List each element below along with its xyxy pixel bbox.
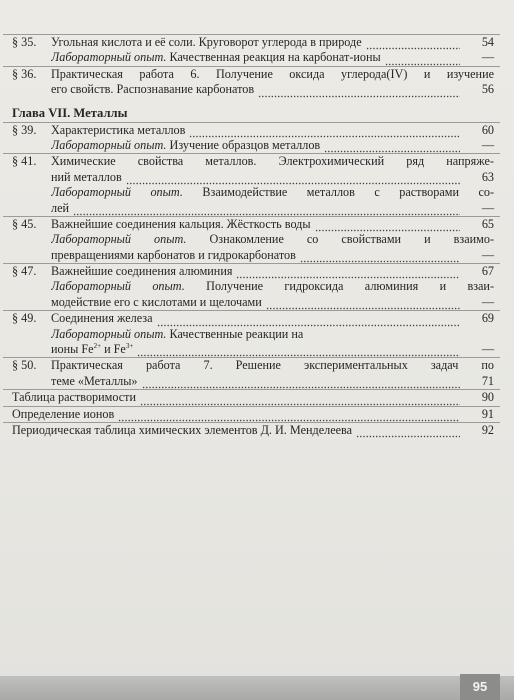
line-text: его свойств. Распознавание карбонатов — [51, 82, 255, 97]
line-text: ионы Fe — [51, 342, 94, 357]
toc-divider — [3, 406, 500, 407]
toc-line — [0, 248, 494, 263]
toc-line-text — [51, 67, 494, 82]
toc-line — [0, 138, 494, 153]
dot-leader — [366, 40, 460, 50]
section-number: § 36. — [12, 66, 37, 81]
toc-line — [0, 342, 494, 357]
dot-leader — [385, 56, 460, 66]
chapter-heading: Глава VII. Металлы — [12, 105, 128, 120]
toc-section — [0, 35, 514, 66]
line-text: Взаимодействие металлов с растворами со- — [202, 185, 494, 200]
dot-leader — [324, 143, 460, 153]
lab-experiment-label: Лабораторный опыт. — [51, 50, 167, 65]
toc-page-number: 60 — [481, 122, 494, 137]
toc-line-text — [51, 185, 494, 200]
charge-superscript: 2+ — [93, 342, 102, 351]
toc-line-text — [51, 82, 254, 97]
dot-leader — [157, 317, 460, 327]
toc-line — [0, 217, 494, 232]
dot-leader — [356, 428, 460, 438]
section-number: § 47. — [12, 264, 37, 279]
dot-leader — [300, 253, 460, 263]
section-number: § 41. — [12, 154, 37, 169]
section-number: § 50. — [12, 358, 37, 373]
toc-entry — [0, 390, 494, 405]
dot-leader — [137, 347, 460, 357]
toc-line-text — [51, 264, 232, 279]
dot-leader — [266, 300, 460, 310]
toc-line-text — [51, 50, 381, 65]
dot-leader — [142, 379, 460, 389]
toc-page-number: 69 — [481, 311, 494, 326]
dot-leader — [140, 396, 460, 406]
toc-entry — [0, 423, 494, 438]
line-text: теме «Металлы» — [51, 373, 138, 388]
toc-entry — [0, 407, 494, 422]
toc-line — [0, 170, 494, 185]
line-text: ний металлов — [51, 169, 122, 184]
dot-leader — [118, 412, 460, 422]
page-number: 95 — [460, 674, 500, 700]
line-text: Ознакомление со свойствами и взаимо- — [209, 232, 494, 247]
toc-line-text — [51, 35, 362, 50]
dot-leader — [315, 222, 460, 232]
dot-leader — [126, 175, 460, 185]
line-text: превращениями карбонатов и гидрокарбонатов — [51, 247, 296, 262]
line-text: Угольная кислота и её соли. Круговорот углерода в природе — [51, 34, 362, 49]
toc-line-text — [51, 358, 494, 373]
toc-line — [0, 295, 494, 310]
toc-page-number: — — [481, 247, 494, 262]
toc-line — [0, 123, 494, 138]
toc-line-text — [51, 311, 153, 326]
toc-line — [0, 201, 494, 216]
lab-experiment-label: Лабораторный опыт. — [51, 326, 167, 341]
toc-page-number: 56 — [481, 82, 494, 97]
toc-section — [0, 67, 514, 98]
toc-page-number: 91 — [481, 406, 494, 421]
toc-line — [0, 35, 494, 50]
table-of-contents — [0, 34, 514, 438]
toc-line-text — [51, 342, 133, 357]
toc-page-number: — — [481, 50, 494, 65]
section-number: § 39. — [12, 122, 37, 137]
toc-line — [0, 264, 494, 279]
toc-line-text — [51, 279, 494, 294]
dot-leader — [73, 206, 460, 216]
line-text: Изучение образцов металлов — [169, 137, 321, 152]
lab-experiment-label: Лабораторный опыт. — [51, 232, 187, 247]
toc-section — [0, 264, 514, 310]
toc-line-text — [51, 327, 303, 342]
toc-section — [0, 154, 514, 216]
section-number: § 45. — [12, 216, 37, 231]
toc-line — [0, 50, 494, 65]
toc-page-number: — — [481, 294, 494, 309]
toc-section — [0, 311, 514, 357]
toc-line — [0, 327, 494, 342]
toc-entry-title: Определение ионов — [12, 406, 115, 421]
line-text: Качественная реакция на карбонат-ионы — [169, 50, 381, 65]
toc-page-number: 65 — [481, 216, 494, 231]
toc-divider — [3, 389, 500, 390]
toc-line — [0, 279, 494, 294]
lab-experiment-label: Лабораторный опыт. — [51, 137, 167, 152]
toc-entry-title: Периодическая таблица химических элементов Д. И. Менделеева — [12, 422, 353, 437]
toc-divider — [3, 422, 500, 423]
line-text: Важнейшие соединения кальция. Жёсткость воды — [51, 216, 311, 231]
toc-line-text — [51, 374, 138, 389]
charge-superscript: 3+ — [125, 342, 134, 351]
toc-line-text — [51, 217, 311, 232]
toc-section — [0, 358, 514, 389]
toc-entry-title: Таблица растворимости — [12, 390, 137, 405]
toc-page-number: 92 — [481, 422, 494, 437]
lab-experiment-label: Лабораторный опыт. — [51, 279, 185, 294]
section-number: § 49. — [12, 311, 37, 326]
toc-line-text — [51, 201, 69, 216]
toc-line-text — [51, 123, 185, 138]
toc-page-number: 67 — [481, 264, 494, 279]
toc-line — [0, 154, 494, 169]
toc-page-number: 71 — [481, 373, 494, 388]
toc-line — [0, 311, 494, 326]
toc-page-number: 63 — [481, 169, 494, 184]
toc-line — [0, 185, 494, 200]
line-text: Соединения железа — [51, 311, 153, 326]
line-text: модействие его с кислотами и щелочами — [51, 294, 262, 309]
line-text: Химические свойства металлов. Электрохимический ряд напряже- — [51, 154, 494, 169]
toc-page-number: — — [481, 137, 494, 152]
line-text: Практическая работа 7. Решение экспериментальных задач по — [51, 358, 494, 373]
toc-line-text — [51, 170, 122, 185]
toc-page-number: — — [481, 342, 494, 357]
toc-page-number: 54 — [481, 34, 494, 49]
toc-line — [0, 358, 494, 373]
toc-line — [0, 374, 494, 389]
toc-line — [0, 82, 494, 97]
line-text: Практическая работа 6. Получение оксида углерода(IV) и изучение — [51, 66, 494, 81]
section-number: § 35. — [12, 34, 37, 49]
lab-experiment-label: Лабораторный опыт. — [51, 185, 183, 200]
line-text-mid: и Fe — [101, 342, 126, 357]
toc-page-number: 90 — [481, 390, 494, 405]
line-text: Качественные реакции на — [169, 326, 304, 341]
line-text: Важнейшие соединения алюминия — [51, 264, 233, 279]
toc-line-text — [51, 295, 262, 310]
dot-leader — [236, 269, 460, 279]
toc-section — [0, 217, 514, 263]
toc-line-text — [51, 232, 494, 247]
line-text: Характеристика металлов — [51, 122, 186, 137]
toc-line-text — [51, 138, 320, 153]
line-text: Получение гидроксида алюминия и взаи- — [206, 279, 494, 294]
toc-page-number: — — [481, 200, 494, 215]
toc-section — [0, 123, 514, 154]
dot-leader — [258, 88, 460, 98]
line-text: лей — [51, 200, 70, 215]
footer-band — [0, 676, 514, 700]
toc-line-text — [51, 248, 296, 263]
dot-leader — [189, 128, 460, 138]
toc-line — [0, 232, 494, 247]
toc-line — [0, 67, 494, 82]
toc-line-text — [51, 154, 494, 169]
